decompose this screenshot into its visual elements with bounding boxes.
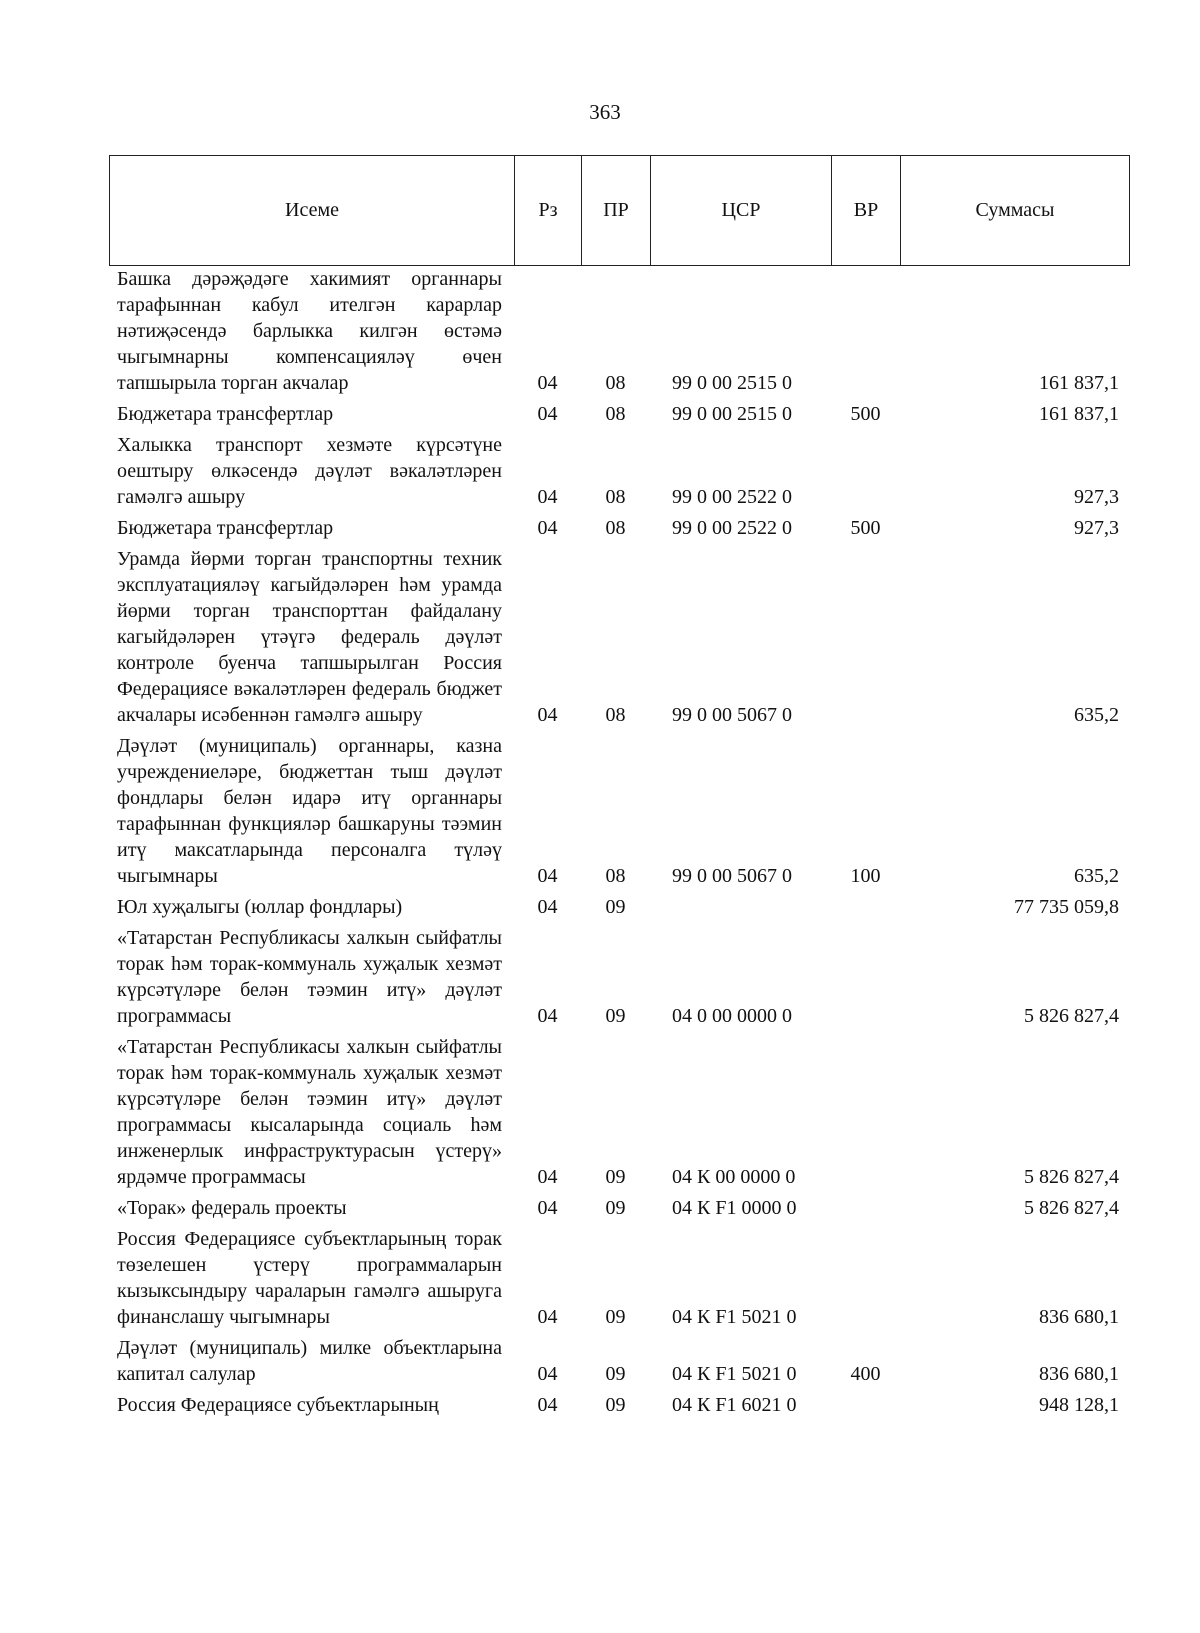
row-sum: 5 826 827,4 — [1024, 1005, 1119, 1027]
row-csr: 99 0 00 5067 0 — [672, 704, 792, 726]
row-name: Россия Федерациясе субъектларының — [117, 1394, 439, 1416]
row-rz: 04 — [537, 1005, 558, 1027]
header-vr: ВР — [832, 156, 901, 266]
row-pr: 09 — [605, 896, 626, 918]
row-csr: 99 0 00 2515 0 — [672, 372, 792, 394]
row-sum: 161 837,1 — [1039, 403, 1119, 425]
row-csr: 99 0 00 2522 0 — [672, 486, 792, 508]
table-row — [109, 1034, 1129, 1195]
budget-table — [109, 266, 1129, 1423]
table-row — [109, 266, 1129, 401]
row-csr: 99 0 00 2515 0 — [672, 403, 792, 425]
table-header — [109, 155, 1130, 266]
row-sum: 948 128,1 — [1039, 1394, 1119, 1416]
row-pr: 09 — [605, 1306, 626, 1328]
page-number: 363 — [589, 100, 621, 124]
table-row — [109, 401, 1129, 432]
row-name: Дәүләт (муниципаль) органнары, казна учреждениеләре, бюджеттан тыш дәүләт фондлары белән идарә итү органнары тарафыннан функцияләр башкаруны тәэмин итү максатларында персоналга түләү чыгымнары — [117, 735, 502, 887]
row-rz: 04 — [537, 1363, 558, 1385]
row-name: Халыкка транспорт хезмәте күрсәтүне оештыру өлкәсендә дәүләт вәкаләтләрен гамәлгә ашыру — [117, 434, 502, 508]
row-name: Бюджетара трансфертлар — [117, 517, 334, 539]
row-vr: 400 — [850, 1363, 881, 1385]
row-rz: 04 — [537, 486, 558, 508]
row-sum: 77 735 059,8 — [1014, 896, 1119, 918]
row-vr — [831, 925, 900, 1034]
row-pr: 08 — [605, 372, 626, 394]
table-row — [109, 432, 1129, 515]
header-sum: Суммасы — [901, 156, 1130, 266]
table-row — [109, 733, 1129, 894]
row-vr — [831, 1226, 900, 1335]
row-sum: 635,2 — [1074, 865, 1119, 887]
row-rz: 04 — [537, 1394, 558, 1416]
row-vr — [831, 1195, 900, 1226]
row-pr: 09 — [605, 1363, 626, 1385]
header-pr: ПР — [582, 156, 651, 266]
row-sum: 836 680,1 — [1039, 1363, 1119, 1385]
row-csr: 04 К F1 6021 0 — [672, 1394, 797, 1416]
row-pr: 08 — [605, 517, 626, 539]
row-vr — [831, 1392, 900, 1423]
row-rz: 04 — [537, 1166, 558, 1188]
row-pr: 08 — [605, 865, 626, 887]
row-vr — [831, 894, 900, 925]
row-pr: 09 — [605, 1005, 626, 1027]
row-name: Юл хуҗалыгы (юллар фондлары) — [117, 896, 403, 918]
row-pr: 08 — [605, 704, 626, 726]
row-vr — [831, 432, 900, 515]
row-vr: 100 — [850, 865, 881, 887]
row-vr: 500 — [850, 517, 881, 539]
row-sum: 161 837,1 — [1039, 372, 1119, 394]
row-name: Башка дәрәҗәдәге хакимият органнары тарафыннан кабул ителгән карарлар нәтиҗәсендә барлыкка килгән өстәмә чыгымнарны компенсацияләү өчен тапшырыла торган акчалар — [117, 268, 502, 394]
row-rz: 04 — [537, 517, 558, 539]
row-rz: 04 — [537, 1306, 558, 1328]
row-name: Урамда йөрми торган транспортны техник эксплуатацияләү кагыйдәләрен һәм урамда йөрми торган транспорттан файдалану кагыйдәләрен үтәүгә федераль дәүләт контроле буенча тапшырылган Россия Федерациясе вәкаләтләрен федераль бюджет акчалары исәбеннән гамәлгә ашыру — [117, 548, 502, 726]
table-row — [109, 1195, 1129, 1226]
table-row — [109, 1392, 1129, 1423]
row-csr: 04 К F1 0000 0 — [672, 1197, 797, 1219]
row-csr — [650, 894, 831, 925]
row-rz: 04 — [537, 1197, 558, 1219]
row-name: Дәүләт (муниципаль) милке объектларына капитал салулар — [117, 1337, 502, 1385]
row-csr: 04 К F1 5021 0 — [672, 1306, 797, 1328]
row-pr: 08 — [605, 486, 626, 508]
row-name: «Татарстан Республикасы халкын сыйфатлы торак һәм торак-коммуналь хуҗалык хезмәт күрсәтүләре белән тәэмин итү» дәүләт программасы — [117, 927, 502, 1027]
table-row — [109, 925, 1129, 1034]
row-name: «Татарстан Республикасы халкын сыйфатлы торак һәм торак-коммуналь хуҗалык хезмәт күрсәтүләре белән тәэмин итү» дәүләт программасы кысаларында социаль һәм инженерлык инфраструктурасын үстерү» ярдәмче программасы — [117, 1036, 502, 1188]
header-rz: Рз — [515, 156, 582, 266]
row-name: Бюджетара трансфертлар — [117, 403, 334, 425]
row-name: Россия Федерациясе субъектларының торак төзелешен үстерү программаларын кызыксындыру чараларын гамәлгә ашыруга финанслашу чыгымнары — [117, 1228, 502, 1328]
row-rz: 04 — [537, 704, 558, 726]
table-row — [109, 1226, 1129, 1335]
row-csr: 99 0 00 5067 0 — [672, 865, 792, 887]
row-vr — [831, 546, 900, 733]
row-sum: 5 826 827,4 — [1024, 1166, 1119, 1188]
row-pr: 09 — [605, 1166, 626, 1188]
row-csr: 04 К F1 5021 0 — [672, 1363, 797, 1385]
header-csr: ЦСР — [651, 156, 832, 266]
row-sum: 836 680,1 — [1039, 1306, 1119, 1328]
row-pr: 09 — [605, 1394, 626, 1416]
table-row — [109, 1335, 1129, 1392]
row-sum: 927,3 — [1074, 517, 1119, 539]
row-sum: 927,3 — [1074, 486, 1119, 508]
row-rz: 04 — [537, 403, 558, 425]
row-pr: 09 — [605, 1197, 626, 1219]
table-row — [109, 515, 1129, 546]
row-vr: 500 — [850, 403, 881, 425]
row-csr: 04 К 00 0000 0 — [672, 1166, 796, 1188]
row-pr: 08 — [605, 403, 626, 425]
row-csr: 04 0 00 0000 0 — [672, 1005, 792, 1027]
table-row — [109, 546, 1129, 733]
row-vr — [831, 266, 900, 401]
row-name: «Торак» федераль проекты — [117, 1197, 347, 1219]
header-name: Исеме — [110, 156, 515, 266]
table-row — [109, 894, 1129, 925]
row-csr: 99 0 00 2522 0 — [672, 517, 792, 539]
row-rz: 04 — [537, 896, 558, 918]
row-rz: 04 — [537, 372, 558, 394]
row-sum: 5 826 827,4 — [1024, 1197, 1119, 1219]
row-rz: 04 — [537, 865, 558, 887]
row-sum: 635,2 — [1074, 704, 1119, 726]
row-vr — [831, 1034, 900, 1195]
